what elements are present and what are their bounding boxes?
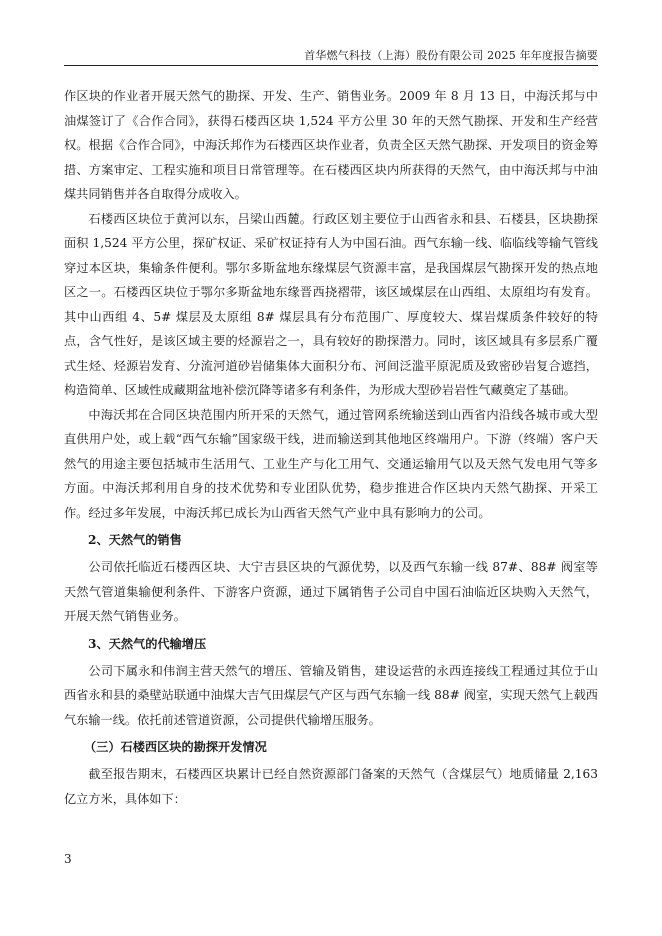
- paragraph-operator-intro: 作区块的作业者开展天然气的勘探、开发、生产、销售业务。2009 年 8 月 13 日，中海沃邦与中油煤签订了《合作合同》，获得石楼西区块 1,524 平方公里 30 年的天然气勘探、开发和生产经营权。根据《合作合同》，中海沃邦作为石楼西区块作业者，负责全区天然气勘探、开发项目的资金筹措、方案审定、工程实施和项目日常管理等。在石楼西区块内所获得的天然气，由中海沃邦与中油煤共同销售并各自取得分成收入。: [64, 89, 598, 201]
- page-number: 3: [64, 852, 72, 866]
- page-header: 首华燃气科技（上海）股份有限公司 2025 年年度报告摘要: [304, 49, 598, 62]
- section-heading-exploration: （三）石楼西区块的勘探开发情况: [84, 740, 267, 754]
- report-body: [64, 84, 598, 811]
- paragraph-gas-distribution: 中海沃邦在合同区块范围内所开采的天然气，通过管网系统输送到山西省内沿线各城市或大型直供用户处，或上载“西气东输”国家级干线，进而输送到其他地区终端用户。下游（终端）客户天然气的用途主要包括城市生活用气、工业生产与化工用气、交通运输用气以及天然气发电用气等多方面。中海沃邦利用自身的技术优势和专业团队优势，稳步推进合作区块内天然气勘探、开采工作。经过多年发展，中海沃邦已成长为山西省天然气产业中具有影响力的公司。: [64, 407, 598, 520]
- paragraph-block-geology: 石楼西区块位于黄河以东，吕梁山西麓。行政区划主要位于山西省永和县、石楼县，区块勘探面积 1,524 平方公里，探矿权证、采矿权证持有人为中国石油。西气东输一线、临临线等输气管线穿过本区块，集输条件便利。鄂尔多斯盆地东缘煤层气资源丰富，是我国煤层气勘探开发的热点地区之一。石楼西区块位于鄂尔多斯盆地东缘晋西挠褶带，该区域煤层在山西组、太原组均有发育。其中山西组 4、5# 煤层及太原组 8# 煤层具有分布范围广、厚度较大、煤岩煤质条件较好的特点，含气性好，是该区域主要的烃源岩之一，具有较好的勘探潜力。同时，该区域具有多层系广覆式生烃、烃源岩发育、分流河道砂岩储集体大面积分布、河间泛滥平原泥质及致密砂岩复合遮挡，构造简单、区域性成藏期盆地补偿沉降等诸多有利条件，为形成大型砂岩岩性气藏奠定了基础。: [64, 211, 598, 397]
- header-divider: [64, 65, 598, 66]
- paragraph-pipeline-boost: 公司下属永和伟润主营天然气的增压、管输及销售，建设运营的永西连接线工程通过其位于山西省永和县的桑壁站联通中油煤大吉气田煤层气产区与西气东输一线 88# 阀室，实现天然气上载西气东输一线。依托前述管道资源，公司提供代输增压服务。: [64, 663, 598, 727]
- section-heading-gas-sales: 2、天然气的销售: [88, 533, 182, 547]
- section-heading-pipeline-boost: 3、天然气的代输增压: [88, 636, 207, 651]
- paragraph-reserves: 截至报告期末，石楼西区块累计已经自然资源部门备案的天然气（含煤层气）地质储量 2,163 亿立方米，具体如下：: [64, 767, 598, 806]
- paragraph-gas-sales: 公司依托临近石楼西区块、大宁吉县区块的气源优势，以及西气东输一线 87#、88# 阀室等天然气管道集输便利条件、下游客户资源，通过下属销售子公司自中国石油临近区块购入天然气，开展天然气销售业务。: [64, 560, 598, 623]
